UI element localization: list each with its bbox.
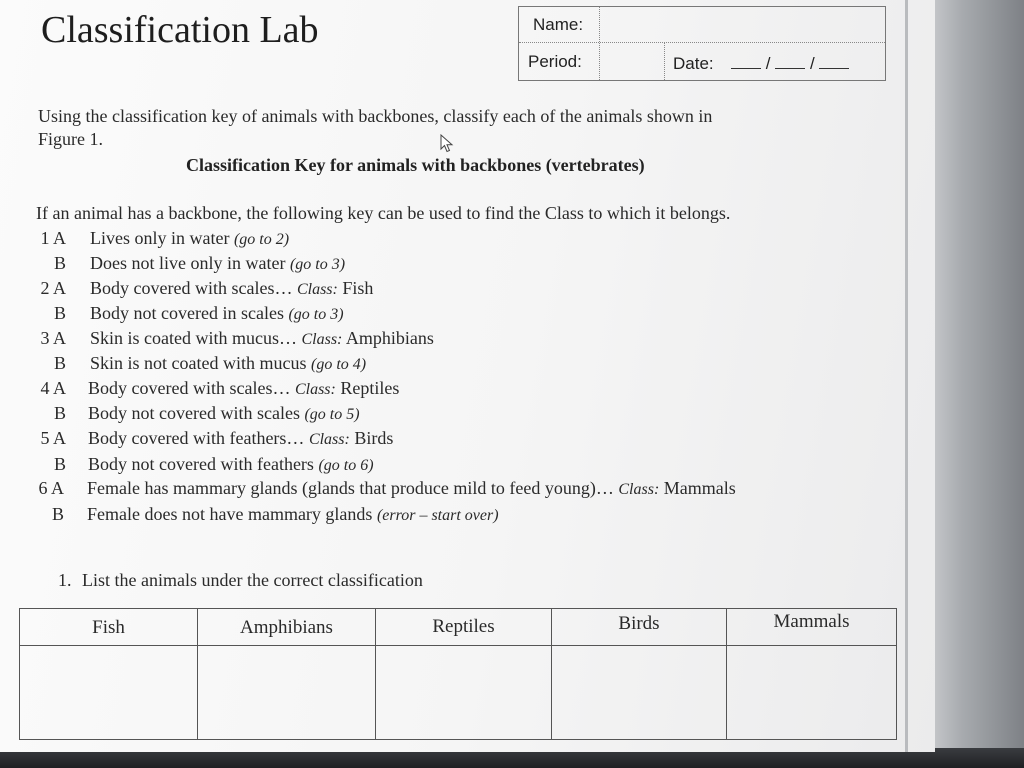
key-goto-note: (go to 6)	[318, 457, 374, 474]
key-row-content	[90, 253, 345, 274]
page-edge	[905, 0, 908, 752]
key-id: B	[51, 504, 64, 524]
answer-cell-birds[interactable]	[552, 646, 726, 739]
background-desk	[930, 0, 1024, 768]
key-id: B	[53, 403, 66, 423]
key-id: B	[53, 253, 66, 273]
key-id: 1 A	[40, 228, 66, 248]
key-class-name: Birds	[354, 428, 394, 448]
question-1	[58, 570, 423, 591]
instructions-line: Using the classification key of animals with backbones, classify each of the animals shown in	[38, 106, 713, 126]
key-row-content	[90, 228, 289, 249]
page-title: Classification Lab	[41, 9, 319, 51]
table-border	[896, 608, 897, 740]
header-divider	[599, 7, 600, 80]
key-text: Female has mammary glands (glands that produce mild to feed young)…	[87, 478, 614, 498]
table-header-reptiles: Reptiles	[432, 616, 495, 637]
key-row-content	[90, 328, 434, 349]
header-divider	[664, 43, 665, 80]
key-id: 3 A	[40, 328, 66, 348]
date-day-blank	[775, 54, 805, 69]
date-label: Date:	[673, 54, 714, 73]
date-separator: /	[765, 54, 771, 73]
key-row-content	[88, 403, 360, 424]
key-text: Skin is not coated with mucus	[90, 353, 307, 373]
question-text: List the animals under the correct classification	[82, 570, 423, 590]
key-goto-note: (go to 3)	[289, 256, 346, 273]
instructions-line: Figure 1.	[38, 129, 103, 149]
key-class-name: Amphibians	[345, 328, 434, 348]
key-id: B	[53, 454, 66, 474]
key-id: B	[53, 353, 66, 373]
key-text: Body covered with scales…	[88, 378, 291, 398]
key-id: 2 A	[40, 278, 66, 298]
table-header-amphibians: Amphibians	[240, 617, 333, 638]
table-header-mammals: Mammals	[773, 611, 850, 632]
key-id: B	[53, 303, 66, 323]
key-id: 4 A	[40, 378, 66, 398]
key-row-content	[90, 303, 344, 324]
key-class-label: Class:	[618, 481, 660, 498]
answer-cell-fish[interactable]	[20, 646, 197, 739]
answer-cell-reptiles[interactable]	[376, 646, 551, 739]
table-header-fish: Fish	[92, 617, 125, 638]
key-row-content	[88, 378, 399, 399]
key-text: Body not covered with scales	[88, 403, 300, 423]
key-class-label: Class:	[301, 331, 343, 348]
period-field[interactable]	[601, 45, 663, 78]
key-id: 5 A	[40, 428, 66, 448]
key-title: Classification Key for animals with backbones (vertebrates)	[186, 155, 645, 175]
table-border	[19, 739, 897, 740]
date-field[interactable]	[731, 54, 849, 74]
key-goto-note: (go to 3)	[288, 306, 344, 323]
date-separator: /	[809, 54, 815, 73]
key-row-content	[88, 428, 393, 449]
key-text: Female does not have mammary glands	[87, 504, 373, 524]
student-info-box	[518, 6, 886, 81]
key-goto-note: (go to 2)	[233, 231, 290, 248]
table-header-birds: Birds	[618, 613, 660, 634]
name-label: Name:	[533, 15, 584, 34]
table-border	[19, 608, 897, 609]
question-number: 1.	[58, 570, 72, 590]
key-text: Body covered with feathers…	[88, 428, 305, 448]
answer-cell-mammals[interactable]	[727, 646, 896, 739]
key-goto-note: (error – start over)	[376, 507, 499, 524]
period-label: Period:	[528, 52, 582, 71]
mouse-pointer-icon	[440, 134, 454, 154]
key-class-name: Fish	[342, 278, 374, 298]
key-class-label: Class:	[294, 381, 336, 398]
key-class-label: Class:	[308, 431, 350, 448]
key-row-content	[88, 454, 374, 475]
key-goto-note: (go to 4)	[310, 356, 367, 373]
key-intro: If an animal has a backbone, the following key can be used to find the Class to which it belongs.	[36, 203, 731, 223]
key-row-content	[87, 504, 499, 525]
key-row-content	[90, 278, 373, 299]
key-goto-note: (go to 5)	[304, 406, 360, 423]
header-divider	[519, 42, 885, 43]
key-text: Body not covered in scales	[90, 303, 284, 323]
key-text: Body covered with scales…	[90, 278, 293, 298]
key-class-name: Mammals	[663, 478, 736, 498]
key-row-content	[87, 478, 736, 499]
key-class-label: Class:	[296, 281, 338, 298]
key-id: 6 A	[38, 478, 64, 498]
key-text: Lives only in water	[90, 228, 230, 248]
key-text: Does not live only in water	[90, 253, 286, 273]
key-text: Body not covered with feathers	[88, 454, 314, 474]
date-month-blank	[731, 54, 761, 69]
answer-cell-amphibians[interactable]	[198, 646, 375, 739]
key-text: Skin is coated with mucus…	[90, 328, 297, 348]
key-class-name: Reptiles	[340, 378, 400, 398]
key-row-content	[90, 353, 366, 374]
name-field[interactable]	[601, 9, 883, 40]
date-year-blank	[819, 54, 849, 69]
